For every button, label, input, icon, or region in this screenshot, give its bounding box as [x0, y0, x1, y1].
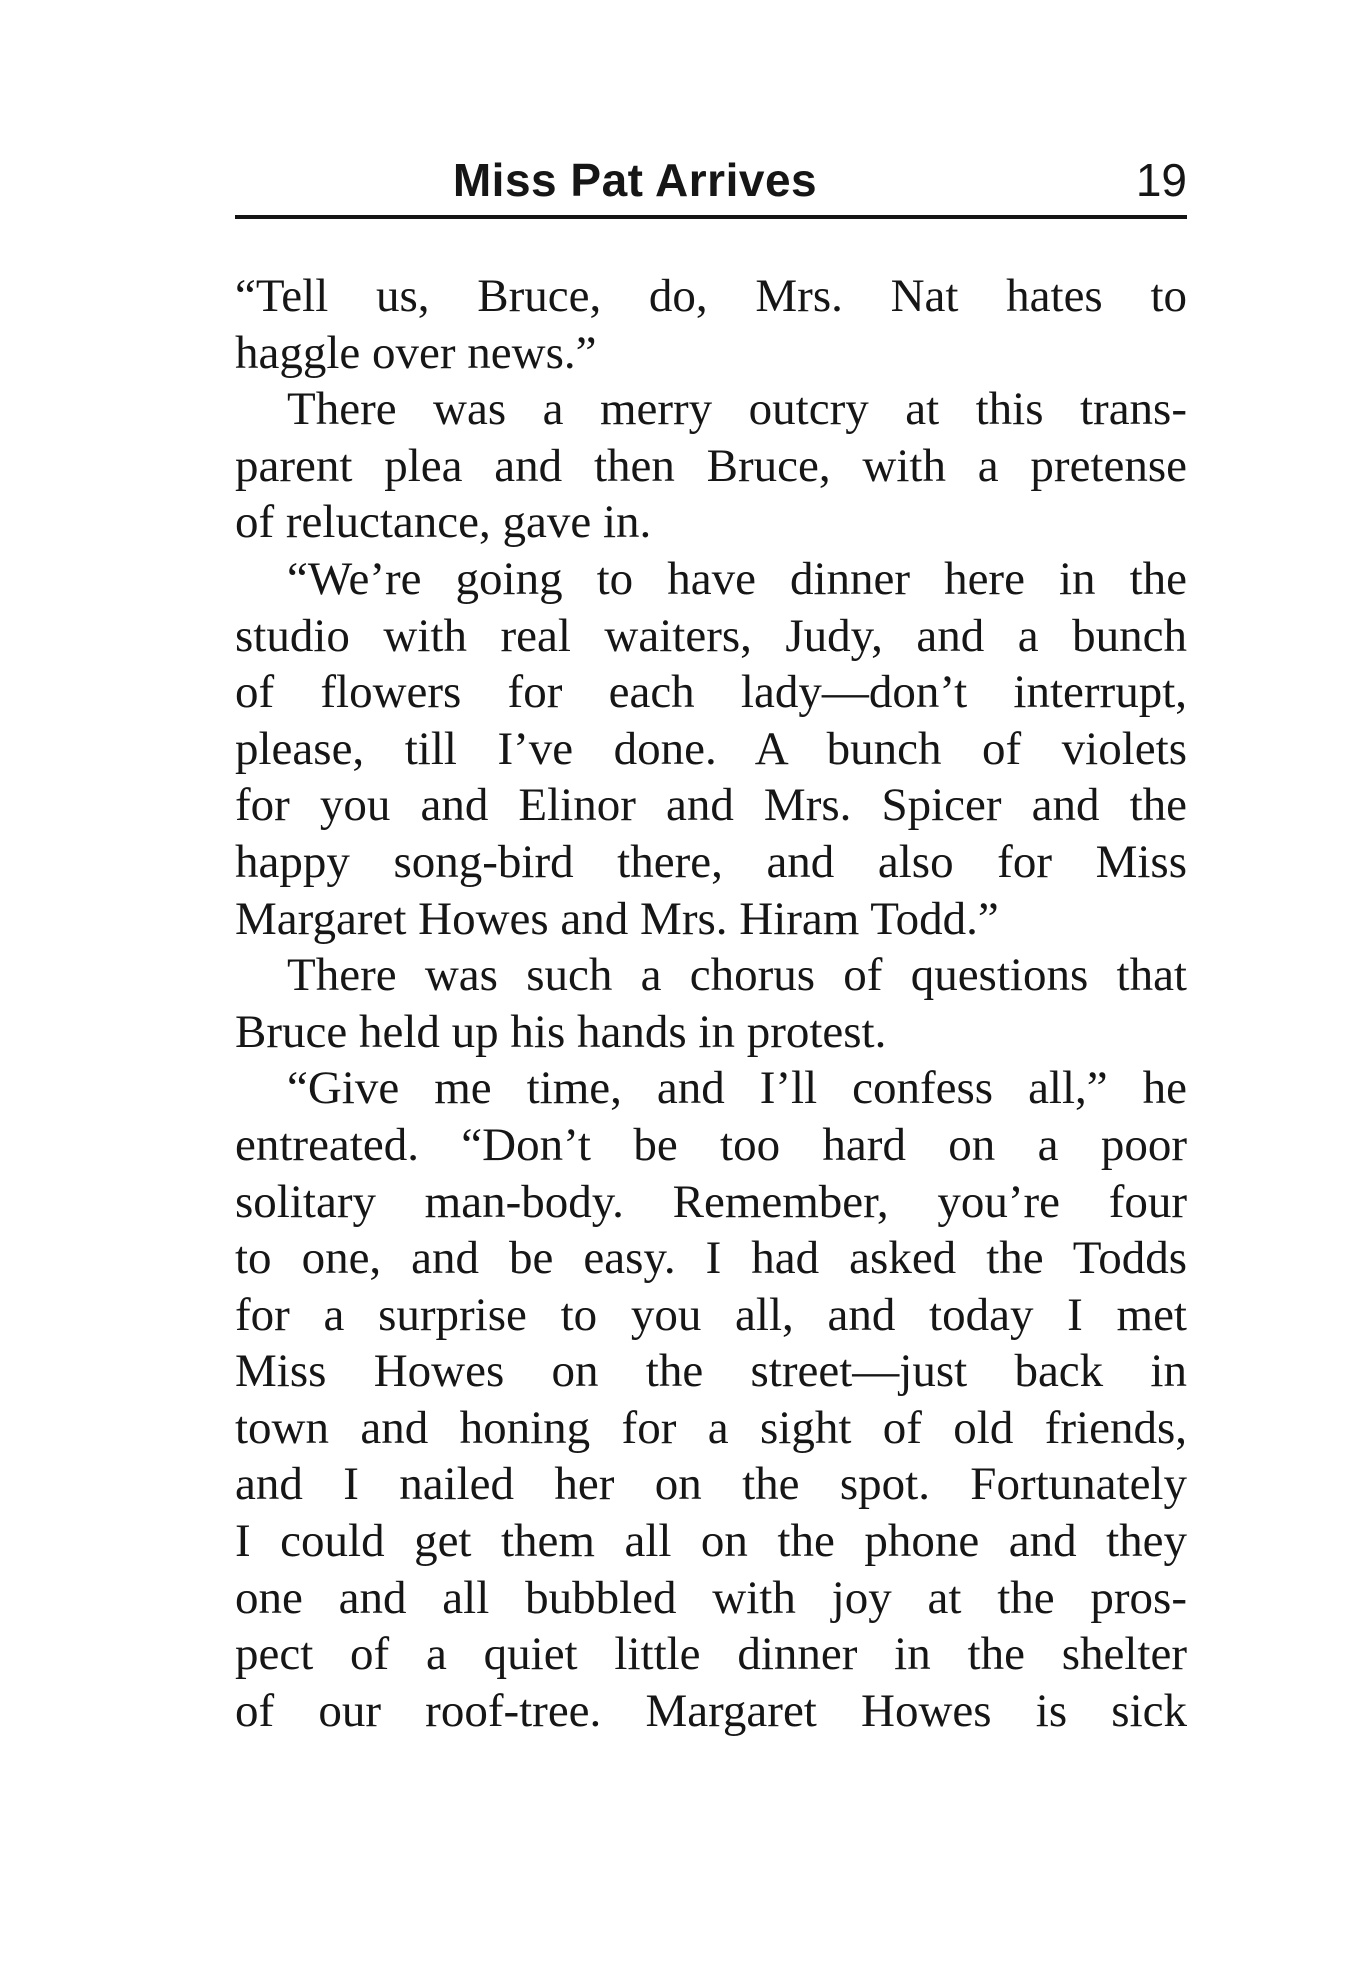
- text-line: haggle over news.”: [235, 326, 597, 379]
- text-line: happy song-bird there, and also for Miss: [235, 835, 1187, 888]
- chapter-title: Miss Pat Arrives: [452, 154, 818, 206]
- text-line: Bruce held up his hands in protest.: [235, 1005, 887, 1058]
- text-line: parent plea and then Bruce, with a pretense: [235, 439, 1187, 492]
- header-rule: [235, 215, 1187, 219]
- text-line: “Tell us, Bruce, do, Mrs. Nat hates to: [235, 270, 1187, 322]
- text-line: and I nailed her on the spot. Fortunately: [235, 1458, 1187, 1511]
- text-line: of our roof-tree. Margaret Howes is sick: [235, 1684, 1187, 1737]
- text-line: town and honing for a sight of old friends,: [235, 1401, 1187, 1454]
- text-line: I could get them all on the phone and they: [235, 1515, 1187, 1568]
- text-line: solitary man-body. Remember, you’re four: [235, 1175, 1187, 1228]
- text-line: There was a merry outcry at this trans-: [287, 383, 1187, 436]
- page-number: 19: [1135, 154, 1187, 206]
- body-text: [235, 268, 1187, 1739]
- text-line: for a surprise to you all, and today I met: [235, 1288, 1187, 1341]
- running-header: [235, 150, 1187, 216]
- text-line: one and all bubbled with joy at the pros-: [235, 1571, 1187, 1624]
- text-line: to one, and be easy. I had asked the Todds: [235, 1232, 1187, 1285]
- text-line: please, till I’ve done. A bunch of violets: [235, 722, 1187, 775]
- text-line: studio with real waiters, Judy, and a bunch: [235, 609, 1187, 662]
- text-line: Miss Howes on the street—just back in: [235, 1345, 1187, 1398]
- text-line: There was such a chorus of questions that: [287, 949, 1187, 1002]
- text-line: of flowers for each lady—don’t interrupt,: [235, 666, 1187, 719]
- text-line: for you and Elinor and Mrs. Spicer and the: [235, 779, 1187, 832]
- text-line: “We’re going to have dinner here in the: [287, 552, 1187, 605]
- text-line: pect of a quiet little dinner in the shelter: [235, 1628, 1187, 1681]
- text-line: entreated. “Don’t be too hard on a poor: [235, 1118, 1187, 1171]
- text-line: Margaret Howes and Mrs. Hiram Todd.”: [235, 892, 999, 945]
- text-line: of reluctance, gave in.: [235, 496, 652, 549]
- text-line: “Give me time, and I’ll confess all,” he: [287, 1062, 1187, 1115]
